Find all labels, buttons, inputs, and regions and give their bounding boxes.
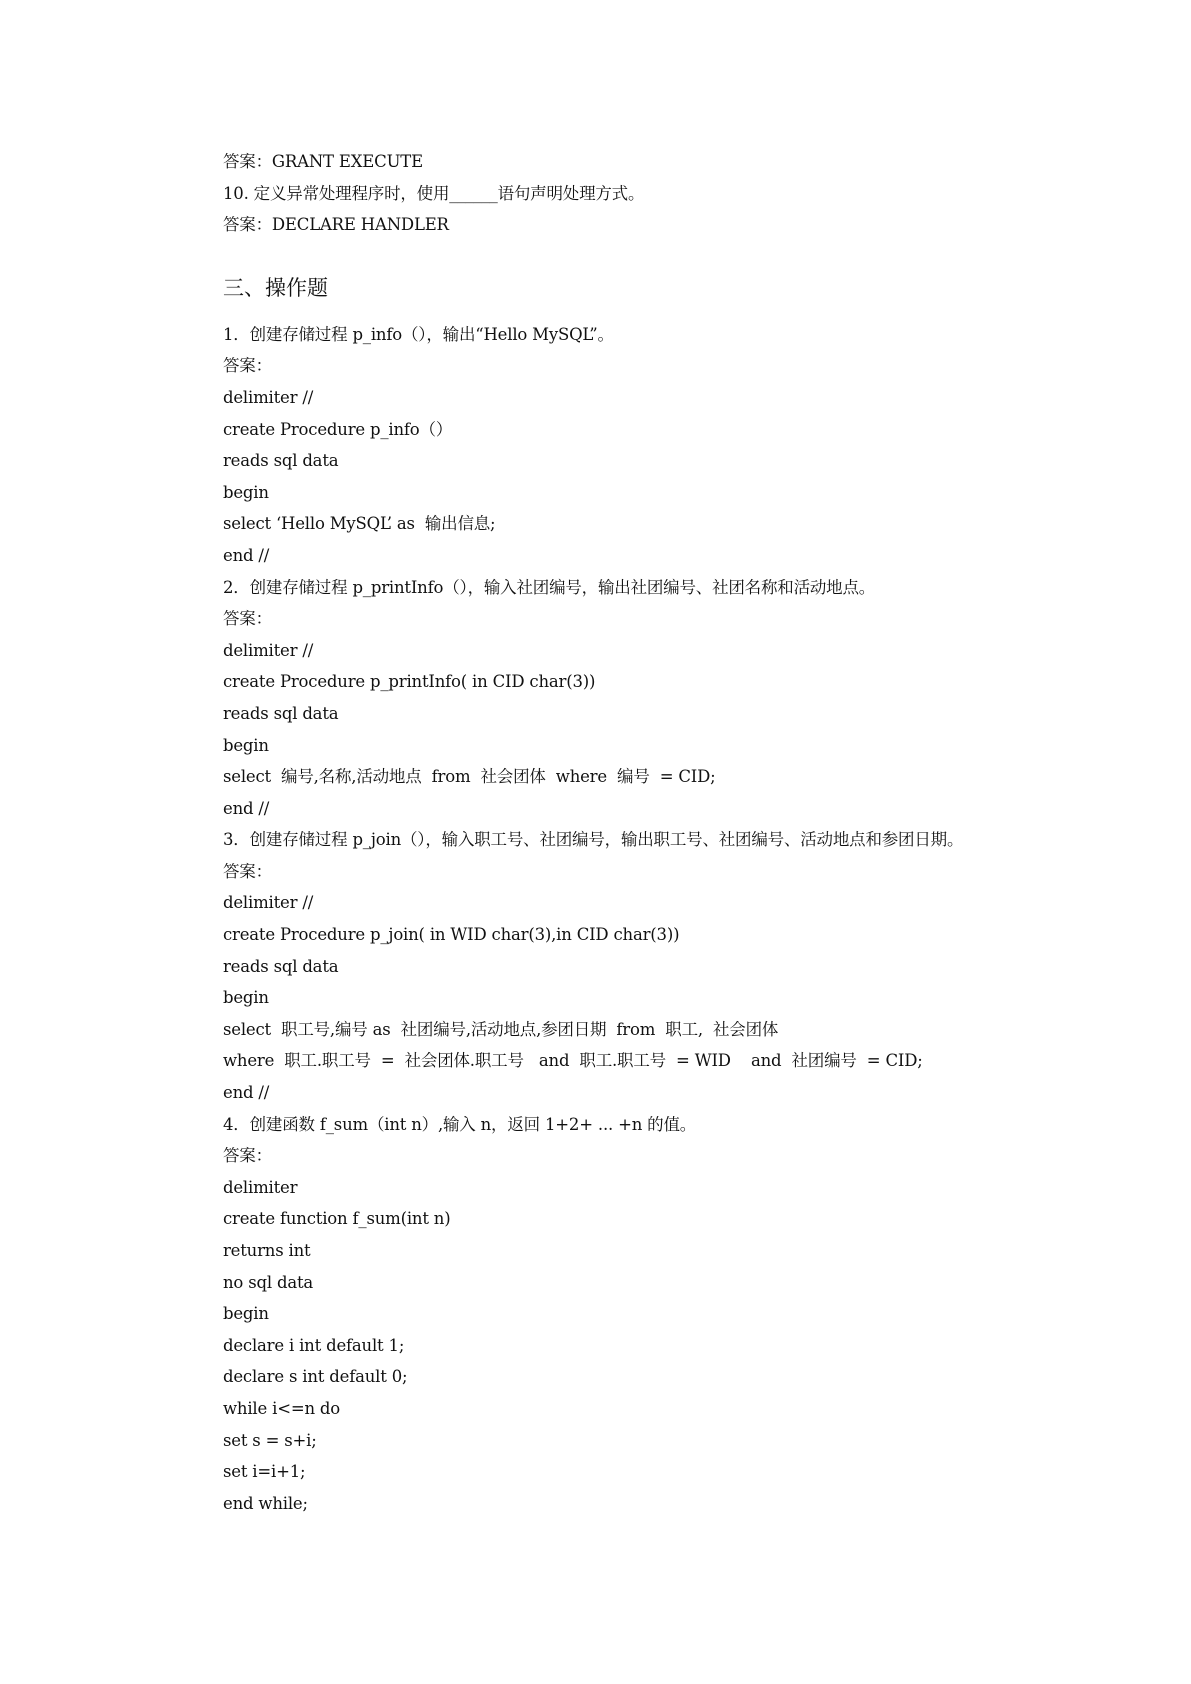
code-line: where 职工.职工号 = 社会团体.职工号 and 职工.职工号 = WID and 社团编号 = CID; <box>223 1051 923 1071</box>
document-body <box>223 152 1083 1525</box>
code-line: create function f_sum(int n) <box>223 1209 451 1229</box>
answer-q10: 答案：DECLARE HANDLER <box>223 215 449 235</box>
task-2: 2．创建存储过程 p_printInfo（），输入社团编号，输出社团编号、社团名称和活动地点。 <box>223 577 876 597</box>
code-line: reads sql data <box>223 956 339 976</box>
task-4: 4．创建函数 f_sum（int n）,输入 n，返回 1+2+ ... +n 的值。 <box>223 1114 697 1134</box>
code-line: begin <box>223 735 269 755</box>
task-1: 1．创建存储过程 p_info（），输出“Hello MySQL”。 <box>223 324 614 344</box>
code-line: end // <box>223 545 270 565</box>
answer-label: 答案： <box>223 1146 272 1166</box>
section-heading-operations: 三、操作题 <box>223 275 328 300</box>
code-line: select ‘Hello MySQL’ as 输出信息; <box>223 514 496 534</box>
code-line: begin <box>223 482 269 502</box>
code-line: create Procedure p_printInfo( in CID char(3)) <box>223 672 596 692</box>
code-line: delimiter // <box>223 387 314 407</box>
code-line: no sql data <box>223 1272 314 1292</box>
code-line: end // <box>223 1083 270 1103</box>
answer-label: 答案： <box>223 609 272 629</box>
code-line: set s = s+i; <box>223 1430 317 1450</box>
code-line: reads sql data <box>223 703 339 723</box>
answer-q9: 答案：GRANT EXECUTE <box>223 152 423 171</box>
task-3: 3．创建存储过程 p_join（），输入职工号、社团编号，输出职工号、社团编号、活动地点和参团日期。 <box>223 830 964 850</box>
answer-label: 答案： <box>223 356 272 376</box>
code-line: declare i int default 1; <box>223 1335 405 1355</box>
code-line: returns int <box>223 1241 311 1260</box>
code-line: delimiter // <box>223 640 314 660</box>
code-line: declare s int default 0; <box>223 1367 408 1387</box>
code-line: begin <box>223 1304 269 1324</box>
code-line: create Procedure p_join( in WID char(3),in CID char(3)) <box>223 925 680 945</box>
code-line: delimiter <box>223 1177 298 1197</box>
code-line: while i<=n do <box>223 1398 341 1418</box>
code-line: begin <box>223 988 269 1008</box>
code-line: reads sql data <box>223 451 339 471</box>
code-line: end while; <box>223 1493 308 1513</box>
code-line: select 职工号,编号 as 社团编号,活动地点,参团日期 from 职工, 社会团体 <box>223 1019 779 1039</box>
code-line: end // <box>223 798 270 818</box>
answer-label: 答案： <box>223 861 272 881</box>
code-line: delimiter // <box>223 893 314 913</box>
code-line: select 编号,名称,活动地点 from 社会团体 where 编号 = CID; <box>223 767 716 787</box>
question-10: 10. 定义异常处理程序时，使用______语句声明处理方式。 <box>223 183 645 203</box>
code-line: create Procedure p_info（） <box>223 419 453 439</box>
code-line: set i=i+1; <box>223 1462 306 1482</box>
